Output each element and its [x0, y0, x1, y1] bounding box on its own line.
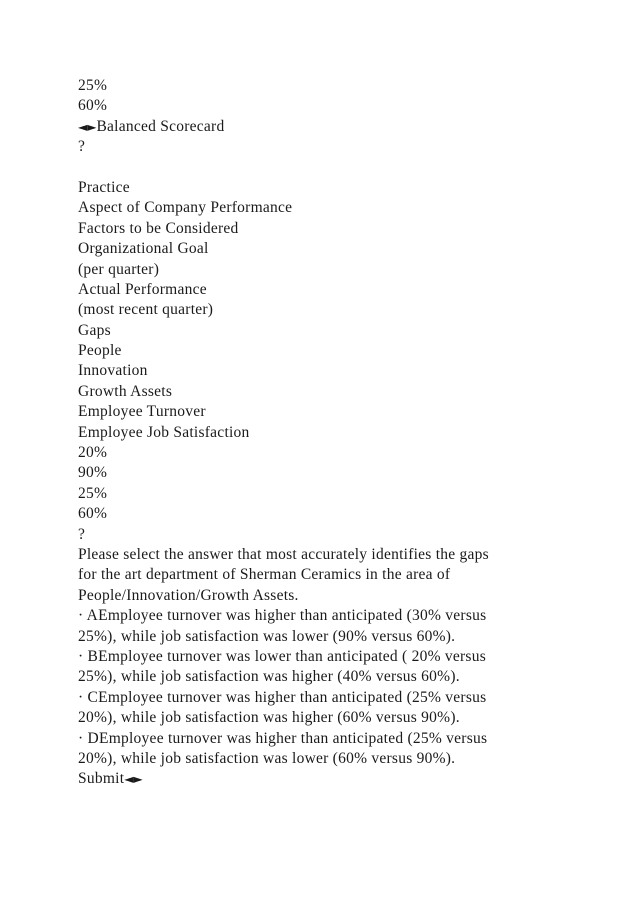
table-header-factors: Factors to be Considered	[78, 219, 239, 237]
previous-arrow-icon[interactable]: ◄	[124, 772, 134, 787]
section-title: Balanced Scorecard	[96, 117, 225, 135]
table-cell-practice: People	[78, 342, 122, 360]
table-cell-actual: 60%	[78, 505, 108, 523]
option-text: · CEmployee turnover was higher than anticipated (25% versus	[78, 688, 487, 706]
footer-nav	[78, 769, 578, 789]
table-cell-goal: 20%	[78, 444, 108, 462]
option-text: 25%), while job satisfaction was lower (90% versus 60%).	[78, 627, 456, 645]
table-header-goal-sub: (per quarter)	[78, 260, 160, 278]
option-text: 20%), while job satisfaction was lower (60% versus 90%).	[78, 749, 456, 767]
table-cell-goal: 90%	[78, 464, 108, 482]
table-cell-aspect: Innovation	[78, 362, 148, 380]
answer-option-c[interactable]	[78, 688, 578, 729]
next-arrow-icon[interactable]: ►	[87, 119, 97, 134]
option-text: · BEmployee turnover was lower than anticipated ( 20% versus	[78, 647, 486, 665]
submit-button[interactable]: Submit	[78, 770, 125, 788]
option-text: 20%), while job satisfaction was higher (60% versus 90%).	[78, 709, 460, 727]
table-cell-aspect: Growth Assets	[78, 382, 173, 400]
question-mark: ?	[78, 138, 86, 156]
answer-option-b[interactable]	[78, 647, 578, 688]
question-text: People/Innovation/Growth Assets.	[78, 586, 299, 604]
section-header	[78, 117, 578, 137]
table-header-actual-sub: (most recent quarter)	[78, 301, 214, 319]
table-header-practice: Practice	[78, 178, 130, 196]
option-text: 25%), while job satisfaction was higher (40% versus 60%).	[78, 668, 460, 686]
document-page	[78, 76, 578, 790]
next-arrow-icon[interactable]: ►	[133, 772, 143, 787]
table-cell-actual: 25%	[78, 484, 108, 502]
spacer	[78, 158, 578, 178]
value-text: 25%	[78, 77, 108, 94]
option-text: · DEmployee turnover was higher than anticipated (25% versus	[78, 729, 488, 747]
table-header-aspect: Aspect of Company Performance	[78, 199, 293, 217]
table-cell-factor: Employee Turnover	[78, 403, 206, 421]
previous-arrow-icon[interactable]: ◄	[78, 119, 88, 134]
value-text: 60%	[78, 97, 108, 115]
option-text: · AEmployee turnover was higher than anticipated (30% versus	[78, 607, 487, 625]
table-header-actual: Actual Performance	[78, 280, 207, 298]
table-cell-gaps: ?	[78, 525, 86, 543]
question-text: for the art department of Sherman Ceramics in the area of	[78, 566, 451, 584]
answer-option-d[interactable]	[78, 729, 578, 770]
table-cell-factor: Employee Job Satisfaction	[78, 423, 250, 441]
table-header-goal: Organizational Goal	[78, 240, 209, 258]
answer-option-a[interactable]	[78, 606, 578, 647]
table-header-gaps: Gaps	[78, 321, 111, 339]
question-text: Please select the answer that most accurately identifies the gaps	[78, 545, 489, 563]
